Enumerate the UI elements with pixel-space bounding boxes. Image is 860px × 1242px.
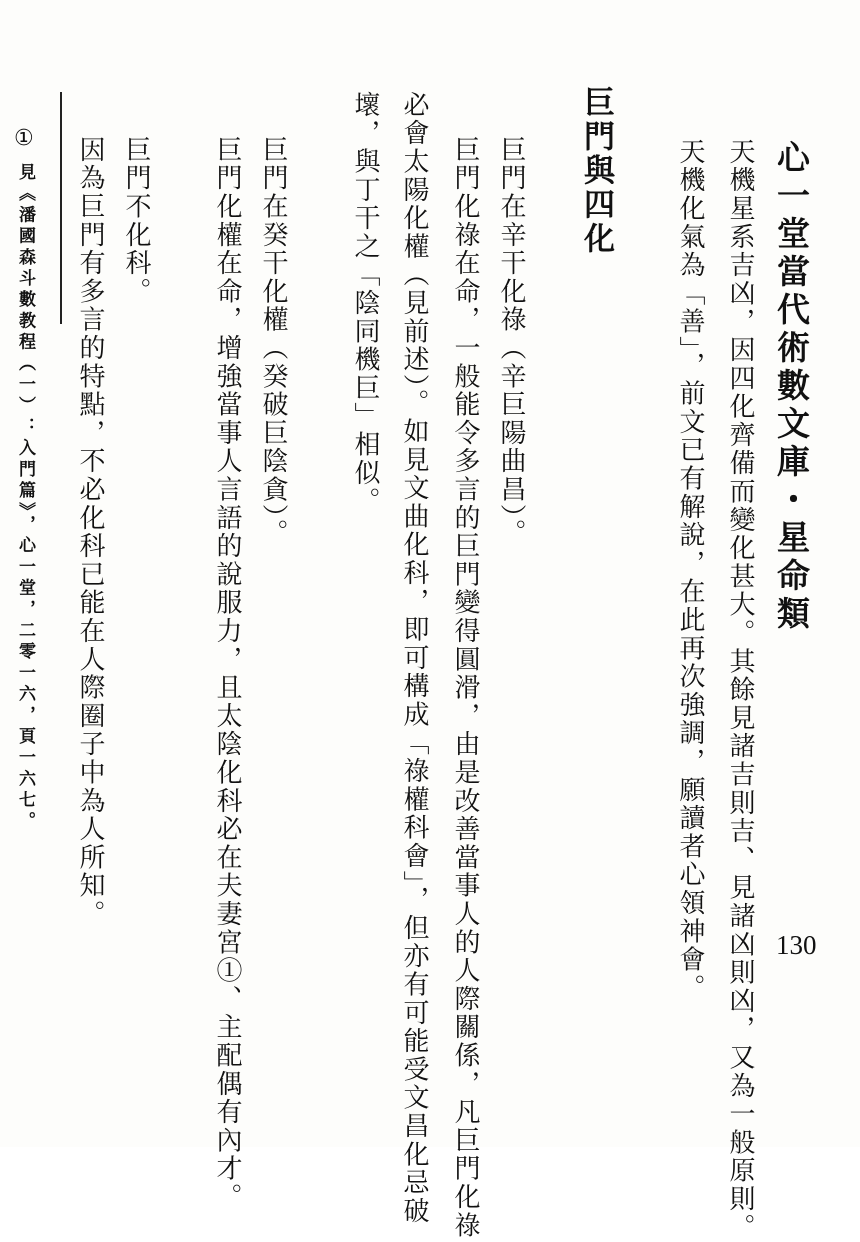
- section-heading: 巨門與四化: [578, 86, 614, 256]
- intro-line-2: 天機化氣為「善」，前文已有解說，在此再次強調，願讀者心領神會。: [675, 138, 705, 1003]
- intro-line-1: 天機星系吉凶，因四化齊備而變化甚大。其餘見諸吉則吉、見諸凶則凶，又為一般原則。: [725, 138, 755, 1242]
- footnote-text: 見《潘國森斗數教程（一）：入門篇》，心一堂，二零一六，頁一六七。: [15, 163, 35, 833]
- section-line-1: 巨門在辛干化祿（辛巨陽曲昌）。: [496, 136, 526, 548]
- section-line-3: 必會太陽化權（見前述）。如見文曲化科，即可構成「祿權科會」，但亦有可能受文昌化忌破: [399, 91, 429, 1226]
- section-line-8: 因為巨門有多言的特點，不必化科已能在人際圈子中為人所知。: [75, 136, 105, 929]
- section-line-2: 巨門化祿在命，一般能令多言的巨門變得圓滑，由是改善當事人的人際關係，凡巨門化祿: [450, 136, 480, 1240]
- section-line-7: 巨門不化科。: [121, 136, 151, 306]
- section-line-5: 巨門在癸干化權（癸破巨陰貪）。: [258, 136, 288, 548]
- footnote-marker: ①: [14, 126, 34, 151]
- section-line-6: 巨門化權在命，增強當事人言語的說服力，且太陰化科必在夫妻宮①、主配偶有內才。: [212, 136, 242, 1212]
- section-line-4: 壞，與丁干之「陰同機巨」相似。: [350, 91, 380, 516]
- page-number: 130: [776, 930, 817, 960]
- running-header-title: 心一堂當代術數文庫・星命類: [772, 140, 811, 634]
- footnote-separator: [60, 92, 62, 324]
